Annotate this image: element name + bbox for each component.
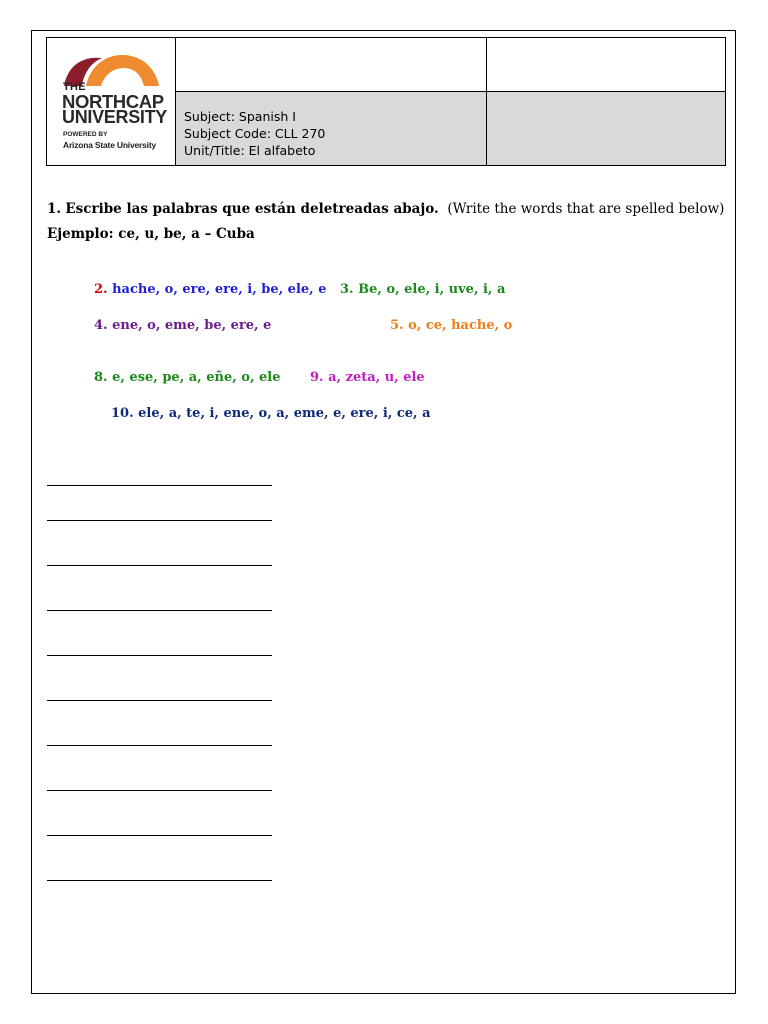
item-text: o, ce, hache, o (408, 318, 513, 333)
spelling-item-9 (310, 370, 425, 385)
answer-line[interactable] (47, 745, 272, 746)
item-number: 5. (390, 318, 404, 333)
instruction-number: 1. (47, 201, 62, 217)
example-line: Ejemplo: ce, u, be, a – Cuba (47, 226, 255, 242)
answer-line[interactable] (47, 610, 272, 611)
instruction-line (47, 201, 724, 217)
item-number: 8. (94, 370, 108, 385)
item-number: 2. (94, 282, 108, 297)
logo-the: THE (63, 81, 86, 93)
logo-northcap: NORTHCAP (62, 91, 164, 112)
item-text: ele, a, te, i, ene, o, a, eme, e, ere, i, ce, a (138, 406, 431, 421)
answer-line[interactable] (47, 835, 272, 836)
item-number: 4. (94, 318, 108, 333)
item-text: a, zeta, u, ele (328, 370, 425, 385)
instruction-spanish: Escribe las palabras que están deletreadas abajo. (65, 201, 439, 217)
spelling-item-5 (390, 318, 512, 333)
spelling-item-8 (94, 370, 280, 385)
spelling-item-4 (94, 318, 271, 333)
header-shaded-cell (487, 92, 726, 166)
answer-line[interactable] (47, 565, 272, 566)
university-logo (47, 38, 175, 165)
item-text: ene, o, eme, be, ere, e (112, 318, 272, 333)
logo-asu: Arizona State University (63, 140, 156, 150)
header-table (46, 37, 726, 166)
header-blank-cell-1 (176, 38, 487, 92)
spelling-item-3 (340, 282, 505, 297)
spelling-item-2 (94, 282, 327, 297)
answer-line[interactable] (47, 880, 272, 881)
item-text: hache, o, ere, ere, i, be, ele, e (112, 282, 327, 297)
header-blank-cell-2 (487, 38, 726, 92)
subject-code-label: Subject Code: CLL 270 (184, 126, 326, 141)
spelling-item-10 (111, 406, 431, 421)
item-text: e, ese, pe, a, eñe, o, ele (112, 370, 281, 385)
item-number: 10. (111, 406, 134, 421)
unit-title-label: Unit/Title: El alfabeto (184, 143, 316, 158)
answer-line[interactable] (47, 700, 272, 701)
answer-line[interactable] (47, 655, 272, 656)
subject-label: Subject: Spanish I (184, 109, 296, 124)
instruction-english: (Write the words that are spelled below) (447, 201, 725, 217)
item-number: 3. (340, 282, 354, 297)
logo-university: UNIVERSITY (62, 107, 168, 127)
item-text: Be, o, ele, i, uve, i, a (358, 282, 506, 297)
answer-line[interactable] (47, 485, 272, 486)
item-number: 9. (310, 370, 324, 385)
answer-line[interactable] (47, 790, 272, 791)
logo-powered-by: POWERED BY (63, 131, 108, 138)
logo-cell (47, 38, 176, 166)
subject-info-cell (176, 92, 487, 166)
page-border (31, 30, 736, 994)
answer-line[interactable] (47, 520, 272, 521)
